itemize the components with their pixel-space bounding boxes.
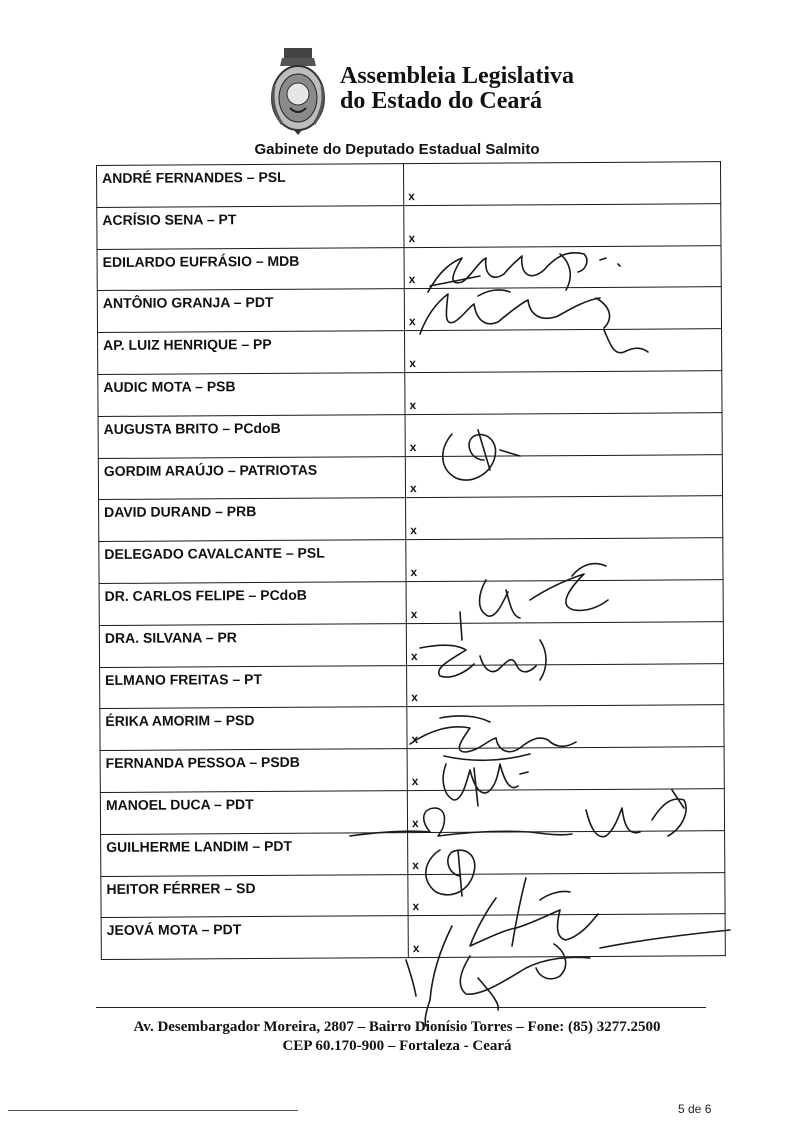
vote-cell — [406, 538, 723, 582]
deputy-name: HEITOR FÉRRER – SD — [106, 879, 256, 897]
table-row — [99, 580, 723, 626]
vote-cell — [407, 747, 724, 791]
footer-address — [0, 1018, 794, 1056]
vote-mark: x — [408, 188, 415, 203]
table-row — [99, 621, 723, 667]
vote-mark: x — [412, 899, 420, 914]
deputy-name: EDILARDO EUFRÁSIO – MDB — [102, 252, 300, 270]
deputy-name-cell — [101, 874, 408, 918]
table-row — [99, 496, 723, 542]
footer-divider — [96, 1007, 706, 1008]
table-row — [98, 371, 722, 417]
page-number: 5 de 6 — [678, 1102, 712, 1116]
vote-mark: x — [411, 773, 419, 789]
deputy-name-cell — [100, 707, 407, 751]
table-row — [98, 412, 722, 458]
vote-cell — [406, 621, 723, 665]
table-row — [97, 162, 721, 208]
vote-mark: x — [408, 314, 416, 329]
deputy-name: ÉRIKA AMORIM – PSD — [105, 712, 255, 730]
vote-cell — [403, 162, 720, 206]
letterhead — [0, 40, 794, 140]
table-row — [100, 789, 724, 835]
table-row — [97, 245, 721, 291]
deputy-name: DR. CARLOS FELIPE – PCdoB — [104, 586, 307, 604]
institution-name-line2: do Estado do Ceará — [340, 88, 543, 114]
vote-mark: x — [408, 272, 416, 287]
deputy-name: AUGUSTA BRITO – PCdoB — [103, 419, 281, 437]
vote-cell — [407, 705, 724, 749]
vote-mark: x — [410, 606, 418, 621]
deputy-name-cell — [98, 456, 405, 500]
deputy-name-cell — [100, 665, 407, 709]
deputy-name: JEOVÁ MOTA – PDT — [106, 921, 242, 939]
deputy-name-cell — [97, 289, 404, 333]
deputy-name: MANOEL DUCA – PDT — [105, 796, 254, 813]
vote-mark: x — [409, 356, 416, 371]
table-row — [100, 663, 724, 709]
deputy-name-cell — [98, 331, 405, 375]
deputy-name-cell — [99, 582, 406, 626]
deputy-name: ACRÍSIO SENA – PT — [102, 210, 237, 228]
vote-cell — [406, 496, 723, 540]
page-bottom-divider — [8, 1110, 298, 1111]
office-title: Gabinete do Deputado Estadual Salmito — [254, 141, 540, 158]
deputy-name-cell — [100, 749, 407, 793]
vote-cell — [406, 580, 723, 624]
deputy-name: AUDIC MOTA – PSB — [103, 378, 236, 395]
deputy-name: DRA. SILVANA – PR — [104, 628, 237, 646]
table-row — [97, 203, 721, 249]
vote-mark: x — [408, 230, 416, 245]
deputy-name: DAVID DURAND – PRB — [104, 503, 257, 521]
table-row — [98, 454, 722, 500]
vote-mark: x — [409, 439, 417, 454]
vote-mark: x — [410, 523, 417, 538]
deputy-name-cell — [101, 832, 408, 876]
vote-cell — [405, 454, 722, 498]
deputy-name: GUILHERME LANDIM – PDT — [106, 837, 293, 855]
vote-mark: x — [410, 648, 418, 663]
table-row — [100, 747, 724, 793]
table-row — [97, 287, 721, 333]
table-row — [101, 914, 725, 960]
deputy-name: FERNANDA PESSOA – PSDB — [105, 753, 300, 772]
vote-cell — [404, 287, 721, 331]
deputy-name: AP. LUIZ HENRIQUE – PP — [103, 336, 272, 354]
vote-cell — [407, 789, 724, 833]
vote-mark: x — [411, 690, 418, 705]
footer-city-line: CEP 60.170-900 – Fortaleza - Ceará — [282, 1038, 512, 1054]
deputy-name-cell — [97, 164, 404, 208]
deputy-name: DELEGADO CAVALCANTE – PSL — [104, 544, 325, 563]
deputy-name-cell — [99, 540, 406, 584]
deputy-name: ANTÔNIO GRANJA – PDT — [102, 294, 274, 312]
vote-cell — [408, 830, 725, 874]
deputy-name-cell — [100, 791, 407, 835]
deputy-name-cell — [99, 498, 406, 542]
table-row — [100, 705, 724, 751]
vote-cell — [404, 203, 721, 247]
deputy-name-cell — [101, 916, 408, 960]
table-row — [101, 830, 725, 876]
vote-cell — [405, 371, 722, 415]
vote-mark: x — [411, 815, 419, 830]
vote-mark: x — [411, 732, 419, 747]
vote-mark: x — [412, 857, 420, 872]
roll-call-table — [96, 161, 726, 960]
vote-cell — [405, 329, 722, 373]
institution-name — [340, 64, 574, 114]
footer-address-line: Av. Desembargador Moreira, 2807 – Bairro Dionísio Torres – Fone: (85) 3277.2500 — [133, 1019, 661, 1035]
vote-cell — [405, 412, 722, 456]
vote-cell — [404, 245, 721, 289]
table-row — [98, 329, 722, 375]
deputy-name-cell — [97, 247, 404, 291]
vote-mark: x — [412, 941, 420, 956]
deputy-name: ANDRÉ FERNANDES – PSL — [102, 168, 286, 186]
vote-mark: x — [409, 397, 417, 412]
table-row — [101, 872, 725, 918]
state-seal-icon — [268, 46, 328, 136]
deputy-name: ELMANO FREITAS – PT — [105, 670, 263, 688]
institution-name-line1: Assembleia Legislativa — [340, 63, 574, 89]
table-row — [99, 538, 723, 584]
vote-cell — [407, 663, 724, 707]
deputy-name-cell — [98, 373, 405, 417]
vote-mark: x — [410, 565, 418, 580]
deputy-name-cell — [97, 205, 404, 249]
vote-cell — [408, 914, 725, 958]
vote-cell — [408, 872, 725, 916]
deputy-name-cell — [99, 623, 406, 667]
vote-mark: x — [409, 481, 417, 496]
deputy-name: GORDIM ARAÚJO – PATRIOTAS — [103, 461, 318, 479]
deputy-name-cell — [98, 414, 405, 458]
roll-call-sheet — [96, 161, 723, 969]
